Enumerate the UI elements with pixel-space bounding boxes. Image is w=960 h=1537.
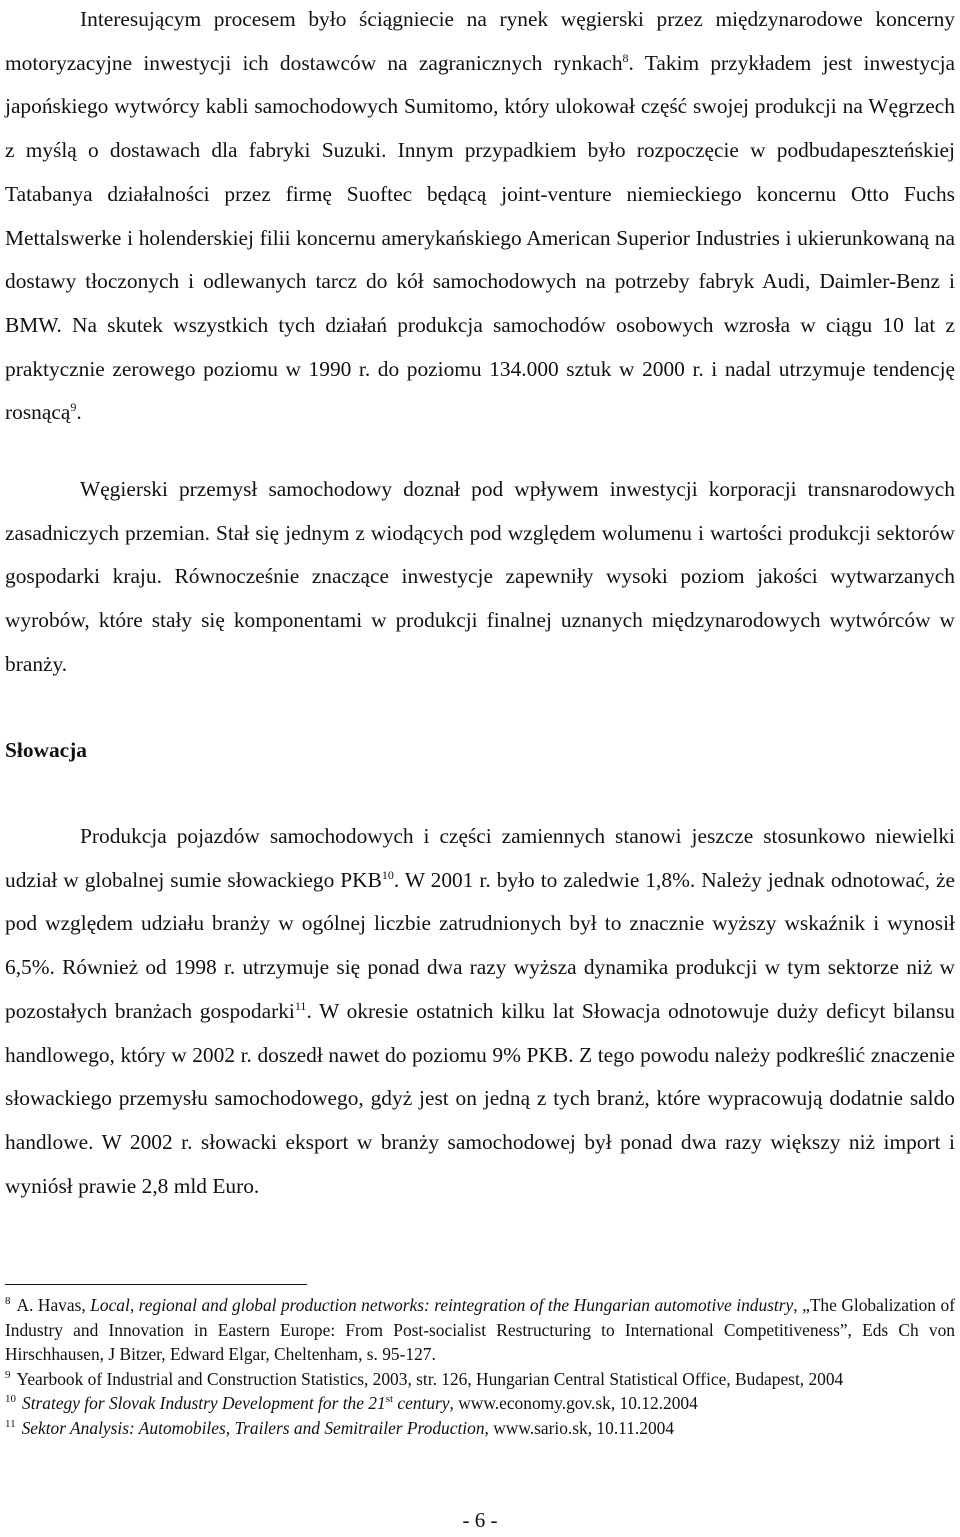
- section-heading: Słowacja: [5, 738, 87, 762]
- footnote-separator: [5, 1284, 307, 1285]
- footnote-ref-11[interactable]: 11: [294, 998, 307, 1013]
- footnote-ref-10[interactable]: 10: [381, 867, 394, 882]
- footnote-ref-9[interactable]: 9: [70, 400, 77, 415]
- paragraph-hungary-investments: Interesującym procesem było ściągniecie na rynek węgierski przez międzynarodowe koncerny motoryzacyjne inwestycji ich dostawców na zagranicznych rynkach$^8$. Takim przykładem jest inwestycja japońskiego wytwórcy kabli samochodowych Sumitomo, który ulokował część swojej produkcji na Węgrzech z myślą o dostawach dla fabryki Suzuki. Innym przypadkiem było rozpoczęcie w podbudapeszteńskiej Tatabanya działalności przez firmę Suoftec będącą joint-venture niemieckiego koncernu Otto Fuchs Mettalswerke i holenderskiej filii koncernu amerykańskiego American Superior Industries i ukierunkowaną na dostawy tłoczonych i odlewanych tarcz do kół samochodowych na potrzeby fabryk Audi, Daimler-Benz i BMW. Na skutek wszystkich tych działań produkcja samochodów osobowych wzrosła w ciągu 10 lat z praktycznie zerowego poziomu w 1990 r. do poziomu 134.000 sztuk w 2000 r. i nadal utrzymuje tendencję rosnącą$^9$.: [5, 7, 956, 425]
- page-number: - 6 -: [462, 1508, 498, 1532]
- footnote-11-link[interactable]: , www.sario.sk, 10.11.2004: [484, 1417, 675, 1438]
- footnote-9: $^9$ Yearbook of Industrial and Construction Statistics, 2003, str. 126, Hungarian Central Statistical Office, Budapest, 2004: [5, 1368, 844, 1389]
- paragraph-hungary-industry: Węgierski przemysł samochodowy doznał pod wpływem inwestycji korporacji transnarodowych zasadniczych przemian. Stał się jednym z wiodących pod względem wolumenu i wartości produkcji sektorów gospodarki kraju. Równocześnie znaczące inwestycje zapewniły wysoki poziom jakości wytwarzanych wyrobów, które stały się komponentami w produkcji finalnej uznanych międzynarodowych wytwórców w branży.: [5, 477, 955, 676]
- footnotes: [5, 1293, 955, 1440]
- footnote-ref-8[interactable]: 8: [622, 50, 629, 65]
- paragraph-slovakia: Produkcja pojazdów samochodowych i części zamiennych stanowi jeszcze stosunkowo niewielki udział w globalnej sumie słowackiego PKB$^{10}$. W 2001 r. było to zaledwie 1,8%. Należy jednak odnotować, że pod względem udziału branży w ogólnej liczbie zatrudnionych był to znacznie wyższy wskaźnik i wynosił 6,5%. Również od 1998 r. utrzymuje się ponad dwa razy wyższa dynamika produkcji w tym sektorze niż w pozostałych branżach gospodarki$^{11}$. W okresie ostatnich kilku lat Słowacja odnotowuje duży deficyt bilansu handlowego, który w 2002 r. doszedł nawet do poziomu 9% PKB. Z tego powodu należy podkreślić znaczenie słowackiego przemysłu samochodowego, gdyż jest on jedną z tych branż, które wypracowują dodatnie saldo handlowe. W 2002 r. słowacki eksport w branży samochodowej był ponad dwa razy większy niż import i wyniósł prawie 2,8 mld Euro.: [5, 824, 955, 1198]
- footnote-8: $^8$ A. Havas, Local, regional and global production networks: reintegration of the Hungarian automotive industry, „The Globalization of Industry and Innovation in Eastern Europe: From Post-socialist Restructuring to International Competitiveness”, Eds Ch von Hirschhausen, J Bitzer, Edward Elgar, Cheltenham, s. 95-127.: [5, 1295, 955, 1364]
- footnote-10-link[interactable]: , www.economy.gov.sk, 10.12.2004: [449, 1393, 698, 1413]
- footnote-11: $^{11}$ Sektor Analysis: Automobiles, Trailers and Semitrailer Production, www.sario.sk, 10.11.2004: [5, 1417, 675, 1438]
- footnote-10: $^{10}$ Strategy for Slovak Industry Development for the 21st century, www.economy.gov.sk, 10.12.2004: [5, 1393, 698, 1413]
